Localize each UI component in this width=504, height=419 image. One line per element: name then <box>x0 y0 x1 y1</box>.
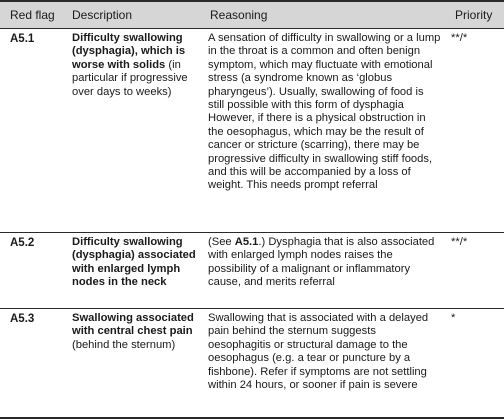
description-bold: Swallowing associated with central chest pain <box>72 312 194 338</box>
red-flag-table <box>0 2 504 414</box>
header-reasoning: Reasoning <box>200 2 445 29</box>
red-flag-code: A5.1 <box>0 29 62 233</box>
description-cell <box>62 29 200 233</box>
reasoning-cell <box>200 29 445 233</box>
description-cell <box>62 233 200 309</box>
priority-cell: **/* <box>445 29 504 233</box>
table-row <box>0 29 504 233</box>
reasoning-text: (See <box>208 236 235 248</box>
description-cell <box>62 309 200 415</box>
priority-cell: * <box>451 312 456 324</box>
table-header-row <box>0 2 504 29</box>
description-normal: (behind the sternum) <box>72 338 176 351</box>
table-row <box>0 309 504 415</box>
priority-cell: **/* <box>445 233 504 309</box>
reasoning-cell <box>200 233 445 309</box>
reasoning-cell: Swallowing that is associated with a delayed pain behind the sternum suggests oesophagitis or structural damage to the oesophagus (e.g. a tear or puncture by a fishbone). Refer if symptoms are not settling within 24 hours, or sooner if pain is severe <box>208 312 429 392</box>
cross-reference: A5.1 <box>234 236 259 248</box>
description-bold: Difficulty swallowing (dysphagia) associated with enlarged lymph nodes in the neck <box>72 236 196 289</box>
header-red-flag: Red flag <box>0 2 62 29</box>
red-flag-code: A5.3 <box>10 313 35 325</box>
reasoning-text: .) Dysphagia that is also associated with enlarged lymph nodes raises the possibility of a malignant or inflammatory cause, and merits referral <box>208 236 435 289</box>
table-row <box>0 233 504 309</box>
reasoning-paragraph: However, if there is a physical obstruction in the oesophagus, which may be the result of cancer or stricture (scarring), there may be progressive difficulty in swallowing stiff foods, and this will be accompanied by a loss of weight. This needs prompt referral <box>208 112 433 192</box>
description-bold: Difficulty swallowing (dysphagia), which is worse with solids <box>72 32 186 71</box>
header-description: Description <box>62 2 200 29</box>
description-normal: (in particular if progressive over days to weeks) <box>72 58 188 98</box>
header-priority: Priority <box>445 2 504 29</box>
red-flag-code: A5.2 <box>0 233 62 309</box>
reasoning-paragraph: A sensation of difficulty in swallowing or a lump in the throat is a common and often benign symptom, which may fluctuate with emotional stress (a syndrome known as ‘globus pharyngeus’). Usually, swallowing of food is still possible with this form of dysphagia <box>208 32 441 112</box>
